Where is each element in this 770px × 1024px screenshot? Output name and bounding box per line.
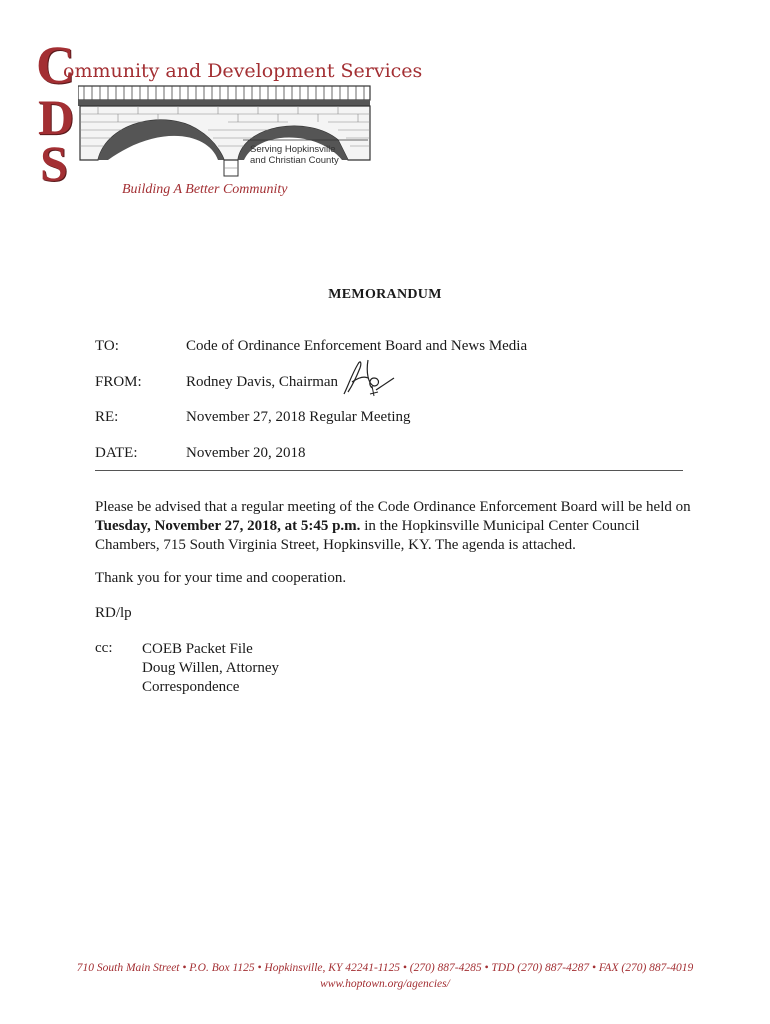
logo-letter-d: D bbox=[38, 89, 75, 145]
cc-label: cc: bbox=[95, 640, 113, 656]
re-value: November 27, 2018 Regular Meeting bbox=[186, 409, 411, 425]
cc-item: Correspondence bbox=[142, 679, 240, 695]
date-value: November 20, 2018 bbox=[186, 445, 306, 461]
date-label: DATE: bbox=[95, 445, 138, 461]
serving-caption bbox=[250, 144, 339, 166]
logo-letter-c: C bbox=[36, 35, 75, 95]
body-text-b: in the Hopkinsville Municipal Center Council Chambers, 715 South Virginia Street, Hopkinsville, KY. The agenda is attached. bbox=[95, 518, 640, 553]
logo-letter-s: S bbox=[40, 135, 68, 191]
tagline: Building A Better Community bbox=[122, 182, 288, 197]
serving-line1: Serving Hopkinsville bbox=[250, 144, 336, 155]
from-value: Rodney Davis, Chairman bbox=[186, 374, 339, 390]
cc-list bbox=[142, 640, 279, 697]
header-divider bbox=[95, 470, 683, 471]
footer-website: www.hoptown.org/agencies/ bbox=[320, 978, 450, 990]
org-name: ommunity and Development Services bbox=[63, 60, 423, 82]
signature-initials bbox=[338, 356, 398, 400]
footer bbox=[0, 960, 770, 992]
to-label: TO: bbox=[95, 338, 119, 354]
meeting-datetime: Tuesday, November 27, 2018, at 5:45 p.m. bbox=[95, 518, 361, 534]
cc-item: Doug Willen, Attorney bbox=[142, 660, 280, 676]
body-text-a: Please be advised that a regular meeting of the Code Ordinance Enforcement Board will be held on bbox=[95, 499, 691, 515]
initials-line: RD/lp bbox=[95, 605, 132, 621]
serving-line2: and Christian County bbox=[250, 155, 339, 166]
memo-title: MEMORANDUM bbox=[328, 287, 442, 302]
cc-item: COEB Packet File bbox=[142, 641, 253, 657]
thanks-line: Thank you for your time and cooperation. bbox=[95, 570, 347, 586]
from-label: FROM: bbox=[95, 374, 142, 390]
re-label: RE: bbox=[95, 409, 119, 425]
footer-address: 710 South Main Street • P.O. Box 1125 • Hopkinsville, KY 42241-1125 • (270) 887-4285 • TDD (270) 887-4287 • FAX (270) 887-4019 bbox=[76, 962, 694, 974]
body-paragraph bbox=[95, 498, 695, 555]
to-value: Code of Ordinance Enforcement Board and News Media bbox=[186, 338, 528, 354]
